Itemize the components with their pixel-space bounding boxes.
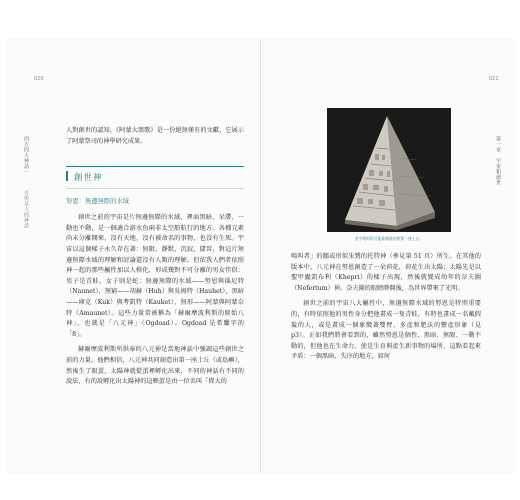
paragraph: 赫爾摩波利斯所供奉的八元神是當地神話中強調這些創世之前的力量，他們相信，八元神共同創造出第一座土丘（或島嶼），然後生了眼蛋，太陽神就從蛋裡孵化出來，不同的神話有不同的說法，有的說孵化出太陽神的這顆蛋是由一位名叫「偉大的	[66, 346, 244, 386]
running-title-left: 西方四大神話｜	[23, 136, 29, 175]
section-heading	[66, 166, 244, 189]
right-page	[261, 40, 514, 472]
intro-paragraph: 人對創世的認知。《阿蒙大頌歌》是一份絕無僅有的文獻，它展示了阿蒙祭司的神學研究成果。	[66, 127, 244, 145]
page-number-right: 021	[489, 76, 499, 82]
right-body	[291, 252, 481, 368]
paragraph: 鳴叫者」的鵝或形似朱鷺的托特神（參見第 51 頁）所生。在其他的版本中，八元神在努恩創造了一朵荷花，荷花生出太陽；太陽先是以聖甲蟲凱布利（Khepri）的樣子出現，然後就變成幼年的奈夫圖（Nefertum）神。奈夫圖的眼睛睜開後，為世界帶來了光明。	[291, 253, 481, 292]
heading-marker	[66, 171, 68, 181]
subsection-heading: 努恩：無邊無際的水域	[66, 198, 129, 206]
paragraph: 創世之前的宇宙八大屬性中，無邊無際水域的努恩是特別重要的，有時依照他的男性身分把他畫成一隻青蛙，有時也畫成一名戴假髮的人，或是畫成一個象徵著雙臂、多產和肥沃的豐產形象（見p3）。正如我們將會看到的，雖然努恩是個性、黑暗、無限、一動不動的，但他也在生命力、使是生育與產生新事物的場所，這點看起來矛盾：一個黑暗、失序的地方，如何	[291, 300, 481, 361]
left-body	[66, 126, 244, 393]
page-number-left: 020	[34, 76, 44, 82]
section-heading-text: 創世神	[74, 173, 103, 184]
paragraph: 創世之前的宇宙是片無邊無際的水域，裡面黑暗、呆滯、一動也不動，是一個適合游水魚兩非太空船航行的地方。各種元素尚未分離開來，沒有天地，沒有被命名的事物，也沒有生死。宇宙以這個樣子永久存在著：無限、靜默、沉寂，儲晉，對這片無邊無際水域的理解和討論還沒有人類的理解。但依我人們者依照神一起的那些屬性加以人格化，形成幾對不可分離的男女伴侶：男子是青蛙，女子則是蛇：無邊無際的水域——努恩與瑙尼特（Naunet），無窮——胡赫（Huh）與吳姆特（Hauhet），黑暗——庫克（Kuk）與考凱特（Kauket），無形——阿蒙與阿蒙奈特（Amaunet）。這些力量常被稱為「赫爾摩波利斯的原始八神」，也就是「八元神」（Ogdoad）。Ogdoad 是希臘字的「8」。	[66, 214, 244, 338]
left-page	[8, 40, 260, 472]
running-subtitle-left: 古埃及人的神話	[23, 190, 29, 229]
photo-caption: 金字塔形狀可能象徵最初的第一座土丘。	[354, 236, 424, 241]
book-spread	[8, 40, 514, 472]
pyramidion-photo	[327, 108, 451, 232]
running-title-right: 第一章 宇宙和創世	[495, 136, 501, 186]
pyramidion-image	[327, 108, 451, 232]
